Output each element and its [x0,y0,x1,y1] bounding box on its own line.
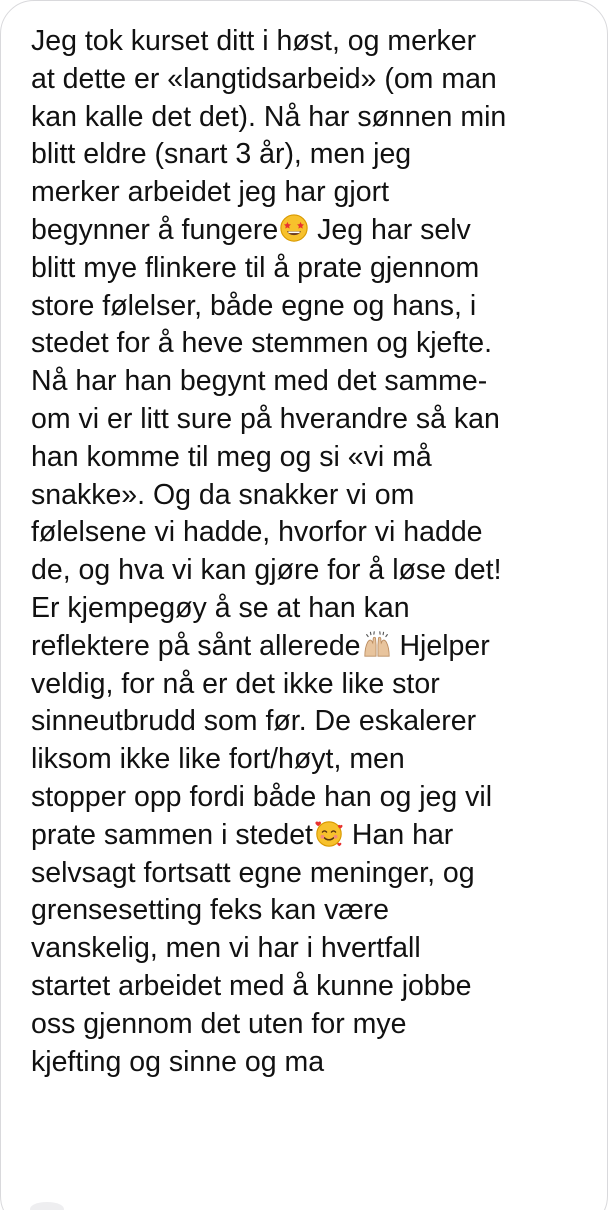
message-line: merker arbeidet jeg har gjort [31,176,390,209]
message-line: veldig, for nå er det ikke like stor [31,667,440,700]
message-line-part: begynner å fungere [31,213,279,246]
message-line: store følelser, både egne og hans, i [31,289,477,322]
message-line: kan kalle det det). Nå har sønnen min [31,100,507,133]
message-line: blitt eldre (snart 3 år), men jeg [31,138,412,171]
bubble-corner-shadow [30,1202,64,1210]
message-line [31,817,591,855]
message-line [31,628,591,666]
message-line-part: Han har [343,818,454,851]
message-line: startet arbeidet med å kunne jobbe [31,969,472,1002]
message-line: kjefting og sinne og ma [31,1045,325,1078]
message-line-part: Hjelper [391,629,490,662]
message-line: stedet for å heve stemmen og kjefte. [31,327,492,360]
message-line: de, og hva vi kan gjøre for å løse det! [31,554,502,587]
message-line: at dette er «langtidsarbeid» (om man [31,62,497,95]
message-line: oss gjennom det uten for mye [31,1007,407,1040]
message-line: sinneutbrudd som før. De eskalerer [31,705,477,738]
raising-hands-emoji-icon [362,629,392,659]
message-text [31,23,591,1081]
message-line: selvsagt fortsatt egne meninger, og [31,856,475,889]
message-line: liksom ikke like fort/høyt, men [31,743,405,776]
message-line: blitt mye flinkere til å prate gjennom [31,251,480,284]
message-line [31,212,591,250]
smiling-face-with-hearts-emoji-icon [314,818,344,848]
message-line: grensesetting feks kan være [31,894,390,927]
message-line: Nå har han begynt med det samme- [31,365,488,398]
message-line: Jeg tok kurset ditt i høst, og merker [31,25,477,57]
message-line: stopper opp fordi både han og jeg vil [31,780,493,813]
message-line: om vi er litt sure på hverandre så kan [31,402,500,435]
message-line-part: reflektere på sånt allerede [31,629,361,662]
star-struck-emoji-icon [279,213,309,243]
message-line-part: prate sammen i stedet [31,818,313,851]
message-line: han komme til meg og si «vi må [31,440,432,473]
message-line: følelsene vi hadde, hvorfor vi hadde [31,516,483,549]
message-line: vanskelig, men vi har i hvertfall [31,932,421,965]
message-line: snakke». Og da snakker vi om [31,478,415,511]
message-line-part: Jeg har selv [309,213,471,246]
message-line: Er kjempegøy å se at han kan [31,591,410,624]
